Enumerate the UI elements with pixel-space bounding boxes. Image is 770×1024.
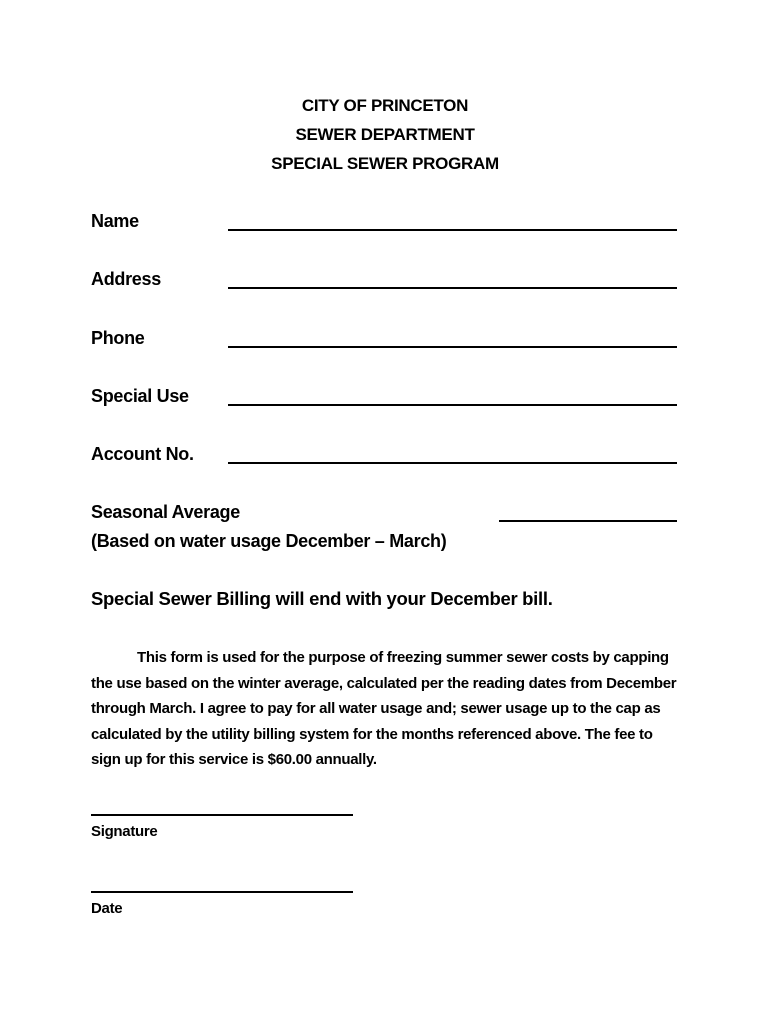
seasonal-average-field-line[interactable] <box>499 520 677 522</box>
special-use-field-line[interactable] <box>228 404 677 406</box>
address-field-line[interactable] <box>228 287 677 289</box>
signature-label: Signature <box>91 823 158 840</box>
billing-end-note: Special Sewer Billing will end with your December bill. <box>91 588 553 609</box>
name-field-line[interactable] <box>228 229 677 231</box>
terms-paragraph: This form is used for the purpose of freezing summer sewer costs by capping the use based on the winter average, calculated per the reading dates from December through March. I agree to pay for all water usage and; sewer usage up to the cap as calculated by the utility billing system for the months referenced above. The fee to sign up for this service is $60.00 annually. <box>91 649 677 768</box>
seasonal-average-note: (Based on water usage December – March) <box>91 531 447 551</box>
signature-line[interactable] <box>91 814 353 816</box>
header-department: SEWER DEPARTMENT <box>295 125 475 144</box>
address-label: Address <box>91 269 161 289</box>
name-label: Name <box>91 211 139 231</box>
header-city: CITY OF PRINCETON <box>301 96 469 115</box>
header-program: SPECIAL SEWER PROGRAM <box>271 154 499 173</box>
date-label: Date <box>91 900 123 917</box>
seasonal-average-label: Seasonal Average <box>91 502 240 522</box>
phone-field-line[interactable] <box>228 346 677 348</box>
account-no-field-line[interactable] <box>228 462 677 464</box>
special-use-label: Special Use <box>91 386 189 406</box>
phone-label: Phone <box>91 328 145 348</box>
account-no-label: Account No. <box>91 444 194 464</box>
date-line[interactable] <box>91 891 353 893</box>
